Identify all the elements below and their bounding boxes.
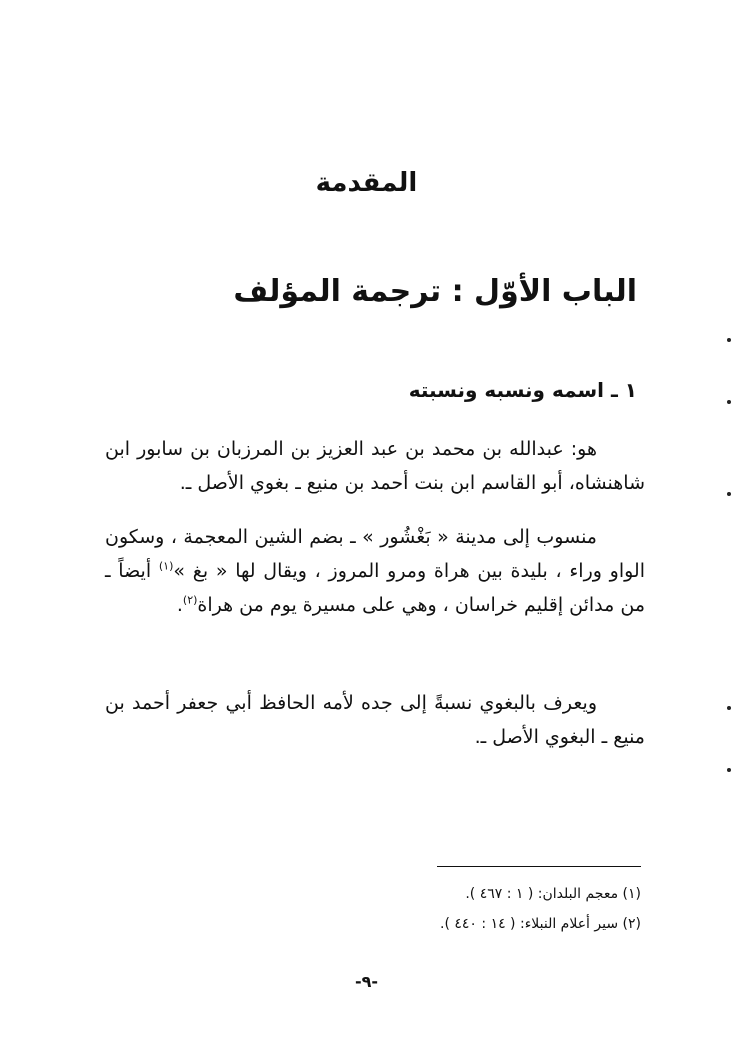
margin-mark <box>727 338 731 342</box>
page-number: -٩- <box>354 972 379 991</box>
section-title: ١ ـ اسمه ونسبه ونسبته <box>408 378 637 402</box>
footnote-marker[interactable]: (١) <box>158 559 174 573</box>
footnote: (١) معجم البلدان: ( ١ : ٤٦٧ ). <box>465 886 641 902</box>
footnote: (٢) سير أعلام النبلاء: ( ١٤ : ٤٤٠ ). <box>440 916 641 932</box>
paragraph-name <box>105 432 645 500</box>
paragraph-lineage <box>105 686 645 754</box>
chapter-title: الباب الأوّل : ترجمة المؤلف <box>233 274 637 309</box>
paragraph-text: ويعرف بالبغوي نسبةً إلى جده لأمه الحافظ أبي جعفر أحمد بن منيع ـ البغوي الأصل ـ. <box>105 692 645 748</box>
margin-mark <box>727 706 731 710</box>
footnote-marker[interactable]: (٢) <box>182 593 198 607</box>
footnote-divider <box>437 866 641 867</box>
paragraph-origin: منسوب إلى مدينة « بَغْشُور » ـ بضم الشين المعجمة ، وسكون الواو وراء ، بليدة بين هراة ومرو المروز ، ويقال لها « بغ »$^{(١)}$ أيضاً ـ من مدائن إقليم خراسان ، وهي على مسيرة يوم من هراة$^{(٢)}$. <box>105 526 645 616</box>
margin-mark <box>727 768 731 772</box>
page-heading: المقدمة <box>315 168 418 198</box>
paragraph-text: هو: عبدالله بن محمد بن عبد العزيز بن المرزبان بن سابور ابن شاهنشاه، أبو القاسم ابن بنت أحمد بن منيع ـ بغوي الأصل ـ. <box>105 438 645 494</box>
paragraph-text: أيضاً ـ من مدائن إقليم خراسان ، وهي على مسيرة يوم من هراة <box>105 560 645 616</box>
paragraph-text: منسوب إلى مدينة « بَغْشُور » ـ بضم الشين المعجمة ، وسكون الواو وراء ، بليدة بين هراة ومرو المروز ، ويقال لها <box>105 526 645 582</box>
margin-mark <box>727 400 731 404</box>
quoted-term: « بغ » <box>173 560 228 582</box>
margin-mark <box>727 492 731 496</box>
